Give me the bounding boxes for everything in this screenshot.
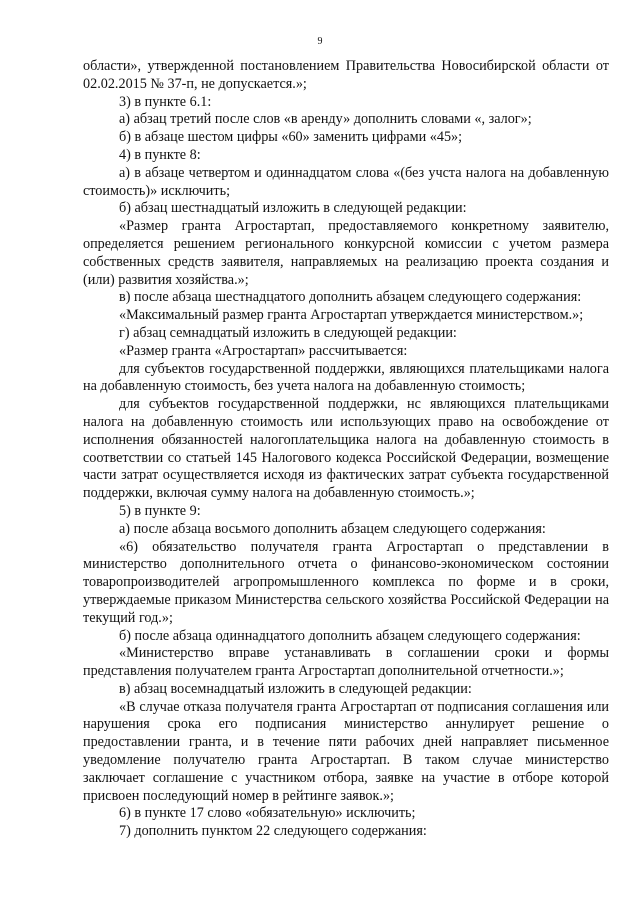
paragraph: области», утвержденной постановлением Правительства Новосибирской области от 02.02.2015 № 37-п, не допускается.»;: [83, 58, 609, 92]
paragraph: б) после абзаца одиннадцатого дополнить абзацем следующего содержания:: [119, 627, 581, 644]
paragraph: «Максимальный размер гранта Агростартап утверждается министерством.»;: [119, 307, 584, 324]
paragraph: «6) обязательство получателя гранта Агростартап о представлении в министерство дополнительного отчета о финансово-экономическом состоянии товаропроизводителей агропромышленного комплекса по форме и в сроки, утверждаемые приказом Министерства сельского хозяйства Российской Федерации на текущий год.»;: [83, 538, 609, 626]
paragraph: в) после абзаца шестнадцатого дополнить абзацем следующего содержания:: [119, 289, 582, 306]
paragraph: для субъектов государственной поддержки, являющихся плательщиками налога на добавленную стоимость, без учета налога на добавленную стоимость;: [83, 360, 609, 395]
paragraph: 7) дополнить пунктом 22 следующего содержания:: [119, 823, 427, 840]
document-body: [83, 58, 609, 841]
paragraph: для субъектов государственной поддержки, нс являющихся плательщиками налога на добавленную стоимость или использующих право на освобождение от исполнения обязанностей налогоплательщика налога на добавленную стоимость в соответствии со статьей 145 Налогового кодекса Российской Федерации, возмещение части затрат осуществляется исходя из фактических затрат субъекта государственной поддержки, включая сумму налога на добавленную стоимость.»;: [83, 396, 609, 502]
paragraph: «В случае отказа получателя гранта Агростартап от подписания соглашения или нарушения срока его подписания министерство аннулирует решение о предоставлении гранта, и в течение пяти рабочих дней направляет письменное уведомление получателю гранта Агростартап. В таком случае министерство заключает соглашение с участником отбора, заявке на участие в отборе которой присвоен последующий номер в рейтинге заявок.»;: [83, 698, 609, 804]
paragraph: «Размер гранта «Агростартап» рассчитывается:: [119, 342, 408, 359]
paragraph: «Размер гранта Агростартап, предоставляемого конкретному заявителю, определяется решением регионального конкурсной комиссии с учетом размера собственных средств заявителя, направляемых на реализацию проекта создания и (или) развития хозяйства.»;: [83, 218, 609, 288]
paragraph: 4) в пункте 8:: [119, 146, 201, 163]
paragraph: б) в абзаце шестом цифры «60» заменить цифрами «45»;: [119, 129, 463, 146]
paragraph: г) абзац семнадцатый изложить в следующей редакции:: [119, 324, 457, 341]
paragraph: «Министерство вправе устанавливать в соглашении сроки и формы представления получателем гранта Агростартап дополнительной отчетности.»;: [83, 645, 609, 680]
paragraph: 3) в пункте 6.1:: [119, 93, 212, 110]
paragraph: 6) в пункте 17 слово «обязательную» исключить;: [119, 805, 416, 822]
paragraph: а) после абзаца восьмого дополнить абзацем следующего содержания:: [119, 520, 546, 537]
paragraph: а) абзац третий после слов «в аренду» дополнить словами «, залог»;: [119, 111, 532, 128]
paragraph: б) абзац шестнадцатый изложить в следующей редакции:: [119, 200, 467, 217]
paragraph: 5) в пункте 9:: [119, 502, 201, 519]
paragraph: в) абзац восемнадцатый изложить в следующей редакции:: [119, 680, 472, 697]
paragraph: а) в абзаце четвертом и одиннадцатом слова «(без учста налога на добавленную стоимость)» исключить;: [83, 164, 609, 199]
page-number: 9: [317, 36, 323, 47]
